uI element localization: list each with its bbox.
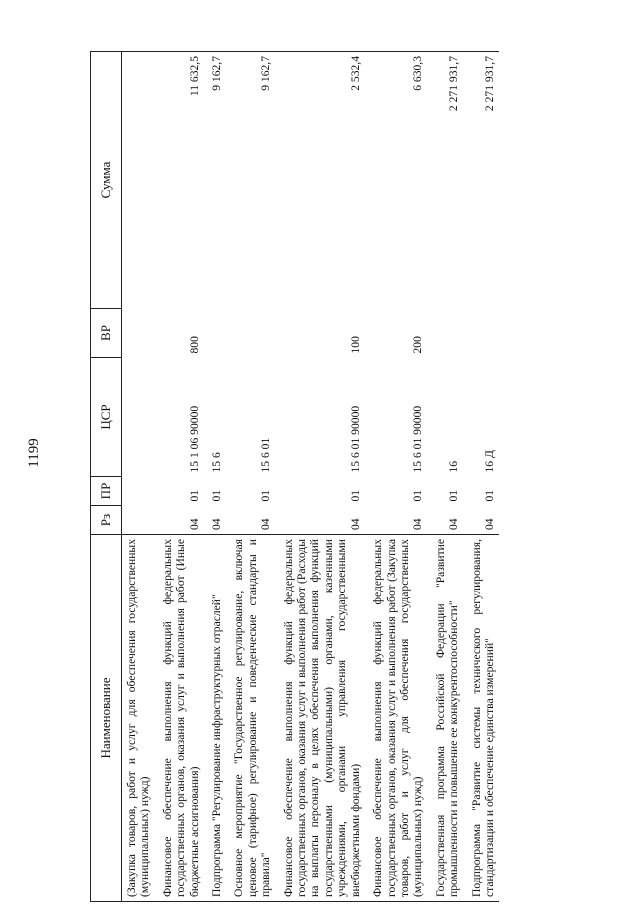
row-csr: 15 6 bbox=[210, 452, 224, 473]
row-sum: 6 630,3 bbox=[365, 52, 428, 309]
row-rz: 04 bbox=[411, 518, 425, 530]
row-csr: 15 6 01 bbox=[259, 437, 273, 473]
row-pr bbox=[122, 477, 155, 506]
row-rz: 04 bbox=[259, 518, 273, 530]
row-csr: 15 6 01 90000 bbox=[411, 405, 425, 473]
row-rz: 04 bbox=[187, 518, 201, 530]
table-row bbox=[428, 52, 464, 902]
row-vr bbox=[428, 309, 464, 358]
table-row bbox=[204, 52, 226, 902]
budget-table bbox=[90, 51, 499, 902]
row-csr: 15 6 01 90000 bbox=[348, 405, 362, 473]
row-vr bbox=[464, 309, 500, 358]
page-number: 1199 bbox=[26, 438, 42, 468]
row-name: Подпрограмма "Регулирование инфраструктурных отраслей" bbox=[204, 535, 226, 902]
row-csr: 16 Д bbox=[482, 450, 496, 473]
row-csr: 16 bbox=[447, 460, 461, 473]
row-rz bbox=[122, 506, 155, 535]
row-sum: 9 162,7 bbox=[226, 52, 275, 309]
row-pr: 01 bbox=[187, 489, 201, 502]
row-rz: 04 bbox=[348, 518, 362, 530]
row-name: Подпрограмма "Развитие системы технического регулирования, стандартизации и обеспечение единства измерений" bbox=[464, 535, 500, 902]
row-pr: 01 bbox=[482, 489, 496, 502]
row-rz: 04 bbox=[447, 518, 461, 530]
row-vr: 100 bbox=[348, 336, 362, 354]
header-vr: ВР bbox=[91, 309, 122, 358]
table-row bbox=[276, 52, 365, 902]
row-sum: 2 532,4 bbox=[276, 52, 365, 309]
row-vr bbox=[204, 309, 226, 358]
row-name: (Закупка товаров, работ и услуг для обеспечения государственных (муниципальных) нужд) bbox=[122, 535, 155, 902]
row-sum: 9 162,7 bbox=[204, 52, 226, 309]
row-csr: 15 1 06 90000 bbox=[187, 405, 201, 473]
row-pr: 01 bbox=[411, 489, 425, 502]
budget-table-container bbox=[90, 52, 595, 902]
header-rz: Рз bbox=[91, 506, 122, 535]
row-sum: 2 271 931,7 bbox=[464, 52, 500, 309]
header-csr: ЦСР bbox=[91, 358, 122, 477]
row-pr: 01 bbox=[210, 489, 224, 502]
header-pr: ПР bbox=[91, 477, 122, 506]
row-vr bbox=[226, 309, 275, 358]
table-row bbox=[226, 52, 275, 902]
budget-table-rotated bbox=[90, 52, 595, 902]
table-row bbox=[122, 52, 155, 902]
row-csr bbox=[122, 358, 155, 477]
row-name: Финансовое обеспечение выполнения функций федеральных государственных органов, оказания услуг и выполнения работ (Иные бюджетные ассигнования) bbox=[155, 535, 204, 902]
row-vr bbox=[122, 309, 155, 358]
table-header-row bbox=[91, 52, 122, 902]
row-name: Основное мероприятие "Государственное регулирование, включая ценовое (тарифное) регулирование и поведенческие стандарты и правила" bbox=[226, 535, 275, 902]
row-sum bbox=[122, 52, 155, 309]
table-row bbox=[365, 52, 428, 902]
row-pr: 01 bbox=[259, 489, 273, 502]
table-row bbox=[464, 52, 500, 902]
row-sum: 2 271 931,7 bbox=[428, 52, 464, 309]
row-sum: 11 632,5 bbox=[155, 52, 204, 309]
row-vr: 800 bbox=[187, 336, 201, 354]
header-sum: Сумма bbox=[91, 52, 122, 309]
row-name: Финансовое обеспечение выполнения функций федеральных государственных органов, оказания услуг и выполнения работ (Расходы на выплаты персоналу в целях обеспечения выполнения функций государственными (муниципальными) органами, казенными учреждениями, органами управления государственными внебюджетными фондами) bbox=[276, 535, 365, 902]
row-rz: 04 bbox=[210, 518, 224, 530]
row-pr: 01 bbox=[348, 489, 362, 502]
row-pr: 01 bbox=[447, 489, 461, 502]
row-rz: 04 bbox=[482, 518, 496, 530]
row-name: Государственная программа Российской Федерации "Развитие промышленности и повышение ее конкурентоспособности" bbox=[428, 535, 464, 902]
table-row bbox=[155, 52, 204, 902]
row-name: Финансовое обеспечение выполнения функций федеральных государственных органов, оказания услуг и выполнения работ (Закупка товаров, работ и услуг для обеспечения государственных (муниципальных) нужд) bbox=[365, 535, 428, 902]
header-name: Наименование bbox=[91, 535, 122, 902]
row-vr: 200 bbox=[411, 336, 425, 354]
